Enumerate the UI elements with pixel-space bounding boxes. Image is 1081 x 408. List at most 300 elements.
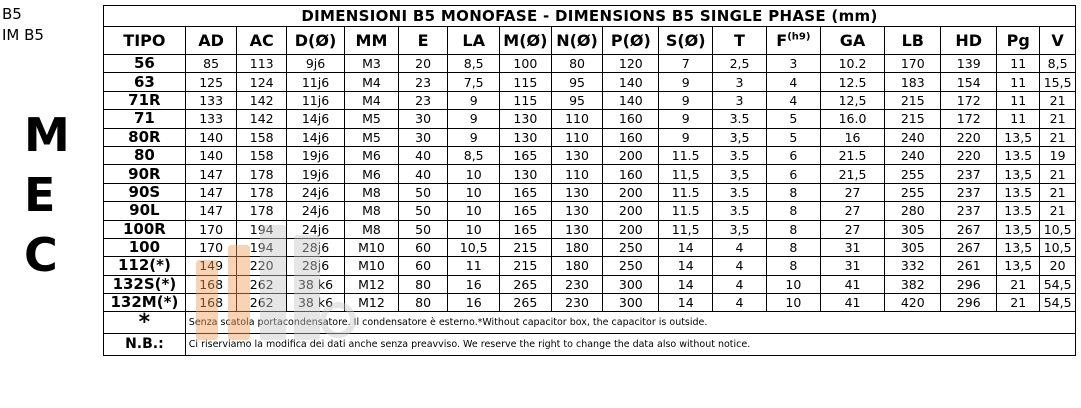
dimension-cell: 183 — [885, 73, 941, 91]
mec-letter-c: C — [24, 228, 58, 282]
dimension-cell: M12 — [345, 294, 399, 312]
dimension-cell: 3.5 — [713, 110, 767, 128]
dimension-cell: 21 — [1040, 128, 1076, 146]
dimension-cell: 265 — [500, 275, 552, 293]
dimension-cell: 7,5 — [448, 73, 500, 91]
dimension-cell: M8 — [345, 202, 399, 220]
mec-letter-e: E — [24, 168, 56, 222]
note-key-nb: N.B.: — [104, 334, 186, 356]
col-header: GA — [820, 27, 885, 55]
table-row — [104, 128, 1076, 146]
dimension-cell: 265 — [500, 294, 552, 312]
table-body — [104, 55, 1076, 312]
dimension-cell: 10 — [448, 202, 500, 220]
dimension-cell: 40 — [398, 146, 448, 164]
table-title: DIMENSIONI B5 MONOFASE - DIMENSIONS B5 SINGLE PHASE (mm) — [104, 6, 1076, 27]
table-row — [104, 55, 1076, 73]
dimension-cell: 10 — [448, 165, 500, 183]
dimension-cell: 237 — [941, 202, 997, 220]
dimension-cell: 200 — [603, 146, 659, 164]
motor-type-cell: 71R — [104, 91, 186, 109]
table-row — [104, 220, 1076, 238]
dimension-cell: 170 — [185, 220, 237, 238]
dimension-cell: 11,5 — [659, 220, 713, 238]
dimension-cell: 80 — [398, 275, 448, 293]
col-header: MM — [345, 27, 399, 55]
dimension-cell: 4 — [713, 294, 767, 312]
dimension-cell: 31 — [820, 257, 885, 275]
table-row — [104, 294, 1076, 312]
dimension-cell: 194 — [237, 238, 287, 256]
dimension-cell: 200 — [603, 183, 659, 201]
dimension-cell: 8,5 — [448, 146, 500, 164]
table-row — [104, 110, 1076, 128]
dimension-cell: M3 — [345, 55, 399, 73]
dimension-cell: 41 — [820, 294, 885, 312]
dimension-cell: 240 — [885, 146, 941, 164]
dimension-cell: 115 — [500, 91, 552, 109]
dimension-cell: 11,5 — [659, 165, 713, 183]
dimension-cell: 220 — [237, 257, 287, 275]
dimension-cell: 6 — [766, 146, 820, 164]
col-header: E — [398, 27, 448, 55]
dimension-cell: 267 — [941, 220, 997, 238]
dimension-cell: 9 — [659, 110, 713, 128]
col-header: D(Ø) — [286, 27, 344, 55]
dimension-cell: 3,5 — [713, 128, 767, 146]
dimension-cell: 10,5 — [1040, 220, 1076, 238]
dimension-cell: 154 — [941, 73, 997, 91]
motor-type-cell: 90L — [104, 202, 186, 220]
dimension-cell: 41 — [820, 275, 885, 293]
dimension-cell: 296 — [941, 294, 997, 312]
dimension-cell: 24j6 — [286, 183, 344, 201]
dimension-cell: 8 — [766, 202, 820, 220]
dimension-cell: M10 — [345, 238, 399, 256]
dimension-cell: 160 — [603, 128, 659, 146]
table-row — [104, 238, 1076, 256]
motor-type-cell: 90S — [104, 183, 186, 201]
dimension-cell: M5 — [345, 128, 399, 146]
dimension-cell: 142 — [237, 110, 287, 128]
dimension-cell: 14 — [659, 238, 713, 256]
col-header: Pg — [997, 27, 1040, 55]
dimension-cell: 14 — [659, 294, 713, 312]
dimension-cell: 3 — [713, 91, 767, 109]
dimension-cell: 23 — [398, 73, 448, 91]
dimensions-table — [103, 5, 1076, 356]
dimension-cell: 21 — [1040, 183, 1076, 201]
dimension-cell: 9 — [659, 128, 713, 146]
dimension-cell: 230 — [551, 294, 603, 312]
col-header: LB — [885, 27, 941, 55]
note-key-asterisk: * — [104, 312, 186, 334]
mounting-label — [2, 4, 44, 46]
dimension-cell: 240 — [885, 128, 941, 146]
dimension-cell: 4 — [766, 91, 820, 109]
dimension-cell: 11 — [997, 110, 1040, 128]
dimension-cell: 420 — [885, 294, 941, 312]
dimension-cell: 4 — [713, 275, 767, 293]
dimension-cell: 80 — [551, 55, 603, 73]
dimension-cell: 21 — [1040, 110, 1076, 128]
dimension-cell: 125 — [185, 73, 237, 91]
dimension-cell: 11 — [997, 55, 1040, 73]
dimension-cell: 250 — [603, 257, 659, 275]
dimension-cell: 50 — [398, 183, 448, 201]
dimension-cell: 60 — [398, 257, 448, 275]
dimension-cell: 147 — [185, 165, 237, 183]
dimension-cell: 255 — [885, 183, 941, 201]
dimension-cell: 139 — [941, 55, 997, 73]
dimension-cell: 147 — [185, 183, 237, 201]
dimension-cell: 261 — [941, 257, 997, 275]
dimension-cell: 14 — [659, 275, 713, 293]
col-header: TIPO — [104, 27, 186, 55]
col-header: S(Ø) — [659, 27, 713, 55]
table-row — [104, 165, 1076, 183]
dimension-cell: 10,5 — [448, 238, 500, 256]
dimension-cell: 5 — [766, 110, 820, 128]
note-text-nb: Ci riserviamo la modifica dei dati anche senza preavviso. We reserve the right to change the data also without notice. — [185, 334, 1075, 356]
dimension-cell: 4 — [713, 257, 767, 275]
dimension-cell: 110 — [551, 128, 603, 146]
dimension-cell: 170 — [185, 238, 237, 256]
dimension-cell: 11 — [997, 73, 1040, 91]
dimension-cell: 11 — [997, 91, 1040, 109]
dimension-cell: 8 — [766, 257, 820, 275]
dimension-cell: 305 — [885, 220, 941, 238]
dimension-cell: 27 — [820, 220, 885, 238]
dimension-cell: 11.5 — [659, 146, 713, 164]
dimension-cell: 10 — [448, 220, 500, 238]
dimension-cell: 54,5 — [1040, 275, 1076, 293]
dimension-cell: 9 — [448, 91, 500, 109]
dimension-cell: 140 — [185, 146, 237, 164]
dimension-cell: 142 — [237, 91, 287, 109]
dimension-cell: M6 — [345, 165, 399, 183]
dimension-cell: 4 — [713, 238, 767, 256]
dimension-cell: 21 — [1040, 202, 1076, 220]
dimension-cell: 9 — [448, 110, 500, 128]
motor-type-cell: 71 — [104, 110, 186, 128]
table-row — [104, 146, 1076, 164]
motor-type-cell: 90R — [104, 165, 186, 183]
dimension-cell: 262 — [237, 294, 287, 312]
dimension-cell: 10,5 — [1040, 238, 1076, 256]
dimension-cell: 3.5 — [713, 183, 767, 201]
dimension-cell: 230 — [551, 275, 603, 293]
dimension-cell: 9 — [448, 128, 500, 146]
dimension-cell: 3 — [713, 73, 767, 91]
dimension-cell: 215 — [500, 238, 552, 256]
dimension-cell: 11.5 — [659, 202, 713, 220]
dimension-cell: 8,5 — [448, 55, 500, 73]
dimension-cell: 160 — [603, 165, 659, 183]
dimension-cell: 158 — [237, 146, 287, 164]
dimension-cell: 147 — [185, 202, 237, 220]
dimension-cell: 3.5 — [713, 146, 767, 164]
dimension-cell: 113 — [237, 55, 287, 73]
dimension-cell: 140 — [603, 73, 659, 91]
mec-letter-m: M — [24, 108, 70, 162]
dimension-cell: 80 — [398, 294, 448, 312]
col-header: V — [1040, 27, 1076, 55]
dimension-cell: 21 — [997, 275, 1040, 293]
dimension-cell: 28j6 — [286, 238, 344, 256]
dimension-cell: M8 — [345, 220, 399, 238]
dimension-cell: 19j6 — [286, 146, 344, 164]
dimension-cell: 24j6 — [286, 220, 344, 238]
col-header-f-label: F — [776, 31, 788, 50]
dimension-cell: 20 — [398, 55, 448, 73]
col-header-f — [766, 27, 820, 55]
dimension-cell: 168 — [185, 275, 237, 293]
dimension-cell: 237 — [941, 183, 997, 201]
col-header: AC — [237, 27, 287, 55]
dimension-cell: 14j6 — [286, 110, 344, 128]
dimension-cell: 130 — [551, 146, 603, 164]
dimension-cell: 19 — [1040, 146, 1076, 164]
dimension-cell: 382 — [885, 275, 941, 293]
dimension-cell: 50 — [398, 202, 448, 220]
mec-letters — [24, 105, 84, 285]
dimension-cell: 30 — [398, 110, 448, 128]
dimension-cell: 255 — [885, 165, 941, 183]
dimension-cell: 215 — [500, 257, 552, 275]
dimension-cell: 200 — [603, 220, 659, 238]
dimension-cell: 130 — [551, 183, 603, 201]
dimension-cell: 215 — [885, 110, 941, 128]
dimension-cell: M10 — [345, 257, 399, 275]
dimension-cell: M4 — [345, 73, 399, 91]
dimension-cell: 6 — [766, 165, 820, 183]
dimension-cell: 180 — [551, 257, 603, 275]
dimension-cell: 13,5 — [997, 165, 1040, 183]
table-row — [104, 275, 1076, 293]
dimension-cell: 130 — [500, 128, 552, 146]
dimension-cell: 262 — [237, 275, 287, 293]
dimension-cell: 16 — [448, 275, 500, 293]
dimension-cell: 140 — [185, 128, 237, 146]
dimension-cell: 13,5 — [997, 128, 1040, 146]
note-row-nb — [104, 334, 1076, 356]
dimension-cell: 237 — [941, 165, 997, 183]
note-text-capacitor: Senza scatola portacondensatore. Il condensatore è esterno.*Without capacitor box, the capacitor is outside. — [185, 312, 1075, 334]
dimension-cell: 250 — [603, 238, 659, 256]
dimension-cell: 27 — [820, 183, 885, 201]
dimension-cell: 130 — [500, 165, 552, 183]
dimension-cell: 300 — [603, 294, 659, 312]
motor-type-cell: 80 — [104, 146, 186, 164]
dimension-cell: 24j6 — [286, 202, 344, 220]
dimension-cell: 10.2 — [820, 55, 885, 73]
dimension-cell: 7 — [659, 55, 713, 73]
dimension-cell: 38 k6 — [286, 275, 344, 293]
dimension-cell: 178 — [237, 183, 287, 201]
dimension-cell: 115 — [500, 73, 552, 91]
dimension-cell: 3,5 — [713, 165, 767, 183]
dimension-cell: 16 — [448, 294, 500, 312]
dimension-cell: 13,5 — [997, 220, 1040, 238]
dimension-cell: 13,5 — [997, 238, 1040, 256]
dimension-cell: 19j6 — [286, 165, 344, 183]
dimension-cell: 13.5 — [997, 183, 1040, 201]
dimension-cell: 16 — [820, 128, 885, 146]
dimension-cell: 130 — [551, 220, 603, 238]
dimension-cell: 27 — [820, 202, 885, 220]
table-row — [104, 91, 1076, 109]
dimension-cell: 172 — [941, 110, 997, 128]
dimension-cell: 100 — [500, 55, 552, 73]
dimension-cell: 110 — [551, 165, 603, 183]
dimension-cell: 168 — [185, 294, 237, 312]
dimension-cell: 110 — [551, 110, 603, 128]
dimension-cell: 15,5 — [1040, 73, 1076, 91]
dimension-cell: 280 — [885, 202, 941, 220]
dimension-cell: 95 — [551, 73, 603, 91]
dimension-cell: 16.0 — [820, 110, 885, 128]
motor-type-cell: 100R — [104, 220, 186, 238]
dimension-cell: 300 — [603, 275, 659, 293]
dimension-cell: 8,5 — [1040, 55, 1076, 73]
table-row — [104, 183, 1076, 201]
dimension-cell: 14j6 — [286, 128, 344, 146]
col-header: N(Ø) — [551, 27, 603, 55]
table-row — [104, 202, 1076, 220]
dimension-cell: 12.5 — [820, 73, 885, 91]
dimension-cell: 215 — [885, 91, 941, 109]
dimension-cell: 220 — [941, 128, 997, 146]
dimension-cell: 3,5 — [713, 220, 767, 238]
dimension-cell: 2,5 — [713, 55, 767, 73]
dimension-cell: 95 — [551, 91, 603, 109]
motor-type-cell: 80R — [104, 128, 186, 146]
dimension-cell: 165 — [500, 202, 552, 220]
dimension-cell: 11j6 — [286, 73, 344, 91]
dimension-cell: 165 — [500, 220, 552, 238]
dimension-cell: 4 — [766, 73, 820, 91]
dimension-cell: 20 — [1040, 257, 1076, 275]
dimension-cell: 11 — [448, 257, 500, 275]
dimension-cell: 332 — [885, 257, 941, 275]
dimension-cell: 85 — [185, 55, 237, 73]
dimension-cell: 160 — [603, 110, 659, 128]
col-header: LA — [448, 27, 500, 55]
dimension-cell: 54,5 — [1040, 294, 1076, 312]
dimension-cell: 178 — [237, 165, 287, 183]
dimension-cell: 140 — [603, 91, 659, 109]
dimension-cell: 149 — [185, 257, 237, 275]
dimension-cell: 10 — [448, 183, 500, 201]
dimension-cell: 31 — [820, 238, 885, 256]
dimension-cell: 60 — [398, 238, 448, 256]
dimension-cell: 165 — [500, 146, 552, 164]
dimension-cell: 3 — [766, 55, 820, 73]
dimension-cell: 9j6 — [286, 55, 344, 73]
dimension-cell: 296 — [941, 275, 997, 293]
dimension-cell: 172 — [941, 91, 997, 109]
dimension-cell: 124 — [237, 73, 287, 91]
dimension-cell: 10 — [766, 275, 820, 293]
dimension-cell: 14 — [659, 257, 713, 275]
dimension-cell: 220 — [941, 146, 997, 164]
col-header: T — [713, 27, 767, 55]
dimension-cell: 40 — [398, 165, 448, 183]
dimension-cell: M4 — [345, 91, 399, 109]
dimension-cell: 12,5 — [820, 91, 885, 109]
dimension-cell: 21 — [1040, 91, 1076, 109]
dimension-cell: 170 — [885, 55, 941, 73]
dimension-cell: 305 — [885, 238, 941, 256]
col-header: AD — [185, 27, 237, 55]
dimension-cell: 21,5 — [820, 165, 885, 183]
dimension-cell: 10 — [766, 294, 820, 312]
mounting-label-b5: B5 — [2, 5, 22, 23]
dimension-cell: 267 — [941, 238, 997, 256]
dimension-cell: 13.5 — [997, 202, 1040, 220]
dimension-cell: M8 — [345, 183, 399, 201]
motor-type-cell: 112(*) — [104, 257, 186, 275]
dimension-cell: M12 — [345, 275, 399, 293]
dimension-cell: M6 — [345, 146, 399, 164]
dimension-cell: 180 — [551, 238, 603, 256]
dimension-cell: 23 — [398, 91, 448, 109]
dimension-cell: 194 — [237, 220, 287, 238]
mounting-label-imb5: IM B5 — [2, 26, 44, 44]
dimension-cell: 13,5 — [997, 257, 1040, 275]
dimension-cell: 130 — [500, 110, 552, 128]
dimension-cell: 8 — [766, 183, 820, 201]
dimension-cell: 11j6 — [286, 91, 344, 109]
col-header: P(Ø) — [603, 27, 659, 55]
dimension-cell: 178 — [237, 202, 287, 220]
dimension-cell: 13.5 — [997, 146, 1040, 164]
motor-type-cell: 132S(*) — [104, 275, 186, 293]
dimension-cell: 9 — [659, 73, 713, 91]
table-row — [104, 257, 1076, 275]
dimension-cell: 133 — [185, 91, 237, 109]
dimension-cell: 21 — [1040, 165, 1076, 183]
dimension-cell: 8 — [766, 238, 820, 256]
dimension-cell: 200 — [603, 202, 659, 220]
motor-type-cell: 100 — [104, 238, 186, 256]
dimension-cell: 28j6 — [286, 257, 344, 275]
dimension-cell: 130 — [551, 202, 603, 220]
dimension-cell: 11.5 — [659, 183, 713, 201]
note-row-capacitor — [104, 312, 1076, 334]
dimension-cell: 120 — [603, 55, 659, 73]
dimension-cell: 158 — [237, 128, 287, 146]
dimension-cell: 50 — [398, 220, 448, 238]
dimension-cell: 21 — [997, 294, 1040, 312]
col-header: HD — [941, 27, 997, 55]
dimension-cell: 5 — [766, 128, 820, 146]
dimension-cell: M5 — [345, 110, 399, 128]
table-row — [104, 73, 1076, 91]
motor-type-cell: 63 — [104, 73, 186, 91]
dimension-cell: 9 — [659, 91, 713, 109]
dimension-cell: 165 — [500, 183, 552, 201]
dimension-cell: 3.5 — [713, 202, 767, 220]
motor-type-cell: 56 — [104, 55, 186, 73]
col-header-f-superscript: (h9) — [787, 31, 811, 43]
motor-type-cell: 132M(*) — [104, 294, 186, 312]
dimension-cell: 38 k6 — [286, 294, 344, 312]
dimension-cell: 133 — [185, 110, 237, 128]
dimension-cell: 30 — [398, 128, 448, 146]
col-header: M(Ø) — [500, 27, 552, 55]
